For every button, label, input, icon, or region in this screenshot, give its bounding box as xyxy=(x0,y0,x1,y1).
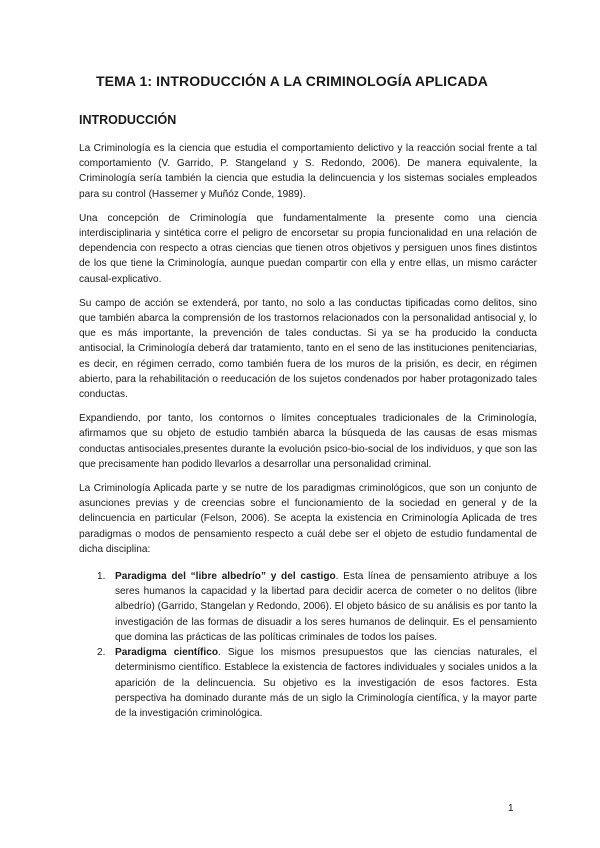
paragraph-4: Expandiendo, por tanto, los contornos o límites conceptuales tradicionales de la Criminología, afirmamos que su objeto de estudio también abarca la búsqueda de las causas de esas mismas conductas antisociales,presentes durante la evolución psico-bio-social de los individuos, y que son las que precisamente han podido llevarlos a desarrollar una personalidad criminal. xyxy=(79,413,537,470)
list-item-term: Paradigma del “libre albedrío” y del castigo xyxy=(115,571,336,583)
list-item xyxy=(79,569,537,645)
paradigm-list xyxy=(79,569,537,721)
list-item-text: . Esta línea de pensamiento atribuye a los seres humanos la capacidad y la libertad para decidir acerca de cometer o no delitos (libre albedrío) (Garrido, Stangelan y Redondo, 2006). El objeto básico de su análisis es por tanto la investigación de las formas de disuadir a los seres humanos de delinquir. Es el pensamiento que domina las prácticas de las políticas criminales de todos los países. xyxy=(115,571,537,643)
list-item-text: . Sigue los mismos presupuestos que las ciencias naturales, el determinismo científico. Establece la existencia de factores individuales y sociales unidos a la aparición de la delincuencia. Su objetivo es la investigación de esos factores. Esta perspectiva ha dominado durante más de un siglo la Criminología científica, y la mayor parte de la investigación criminológica. xyxy=(115,647,537,719)
list-item-term: Paradigma científico xyxy=(115,647,218,659)
paragraph-5: La Criminología Aplicada parte y se nutre de los paradigmas criminológicos, que son un conjunto de asunciones previas y de creencias sobre el funcionamiento de la sociedad en general y de la delincuencia en particular (Felson, 2006). Se acepta la existencia en Criminología Aplicada de tres paradigmas o modos de pensamiento respecto a cuál debe ser el objeto de estudio fundamental de dicha disciplina: xyxy=(79,483,537,555)
list-item xyxy=(79,645,537,721)
list-item-number: 2. xyxy=(97,647,106,659)
body-text xyxy=(79,141,537,721)
paragraph-3: Su campo de acción se extenderá, por tanto, no solo a las conductas tipificadas como delitos, sino que también abarca la comprensión de los trastornos relacionados con la personalidad antisocial y, lo que es más importante, la prevención de tales conductas. Si ya se ha producido la conducta antisocial, la Criminología deberá dar tratamiento, tanto en el seno de las instituciones penitenciarias, es decir, en régimen cerrado, como también fuera de los muros de la prisión, es decir, en régimen abierto, para la rehabilitación o reeducación de los sujetos condenados por haber protagonizado tales conductas. xyxy=(79,297,537,401)
list-item-number: 1. xyxy=(97,571,106,583)
paragraph-1: La Criminología es la ciencia que estudia el comportamiento delictivo y la reacción social frente a tal comportamiento (V. Garrido, P. Stangeland y S. Redondo, 2006). De manera equivalente, la Criminología sería también la ciencia que estudia la delincuencia y los sistemas sociales empleados para su control (Hassemer y Muñóz Conde, 1989). xyxy=(79,143,537,200)
page-number: 1 xyxy=(508,803,514,814)
paragraph-2: Una concepción de Criminología que fundamentalmente la presente como una ciencia interdisciplinaria y sintética corre el peligro de encorsetar su propia funcionalidad en una relación de dependencia con respecto a otras ciencias que tienen otros objetivos y persiguen unos fines distintos de los que tiene la Criminología, aunque puedan compartir con ella y entre ellas, un mismo carácter causal-explicativo. xyxy=(79,212,537,285)
document-title: TEMA 1: INTRODUCCIÓN A LA CRIMINOLOGÍA APLICADA xyxy=(96,73,489,89)
section-heading: INTRODUCCIÓN xyxy=(79,113,177,127)
